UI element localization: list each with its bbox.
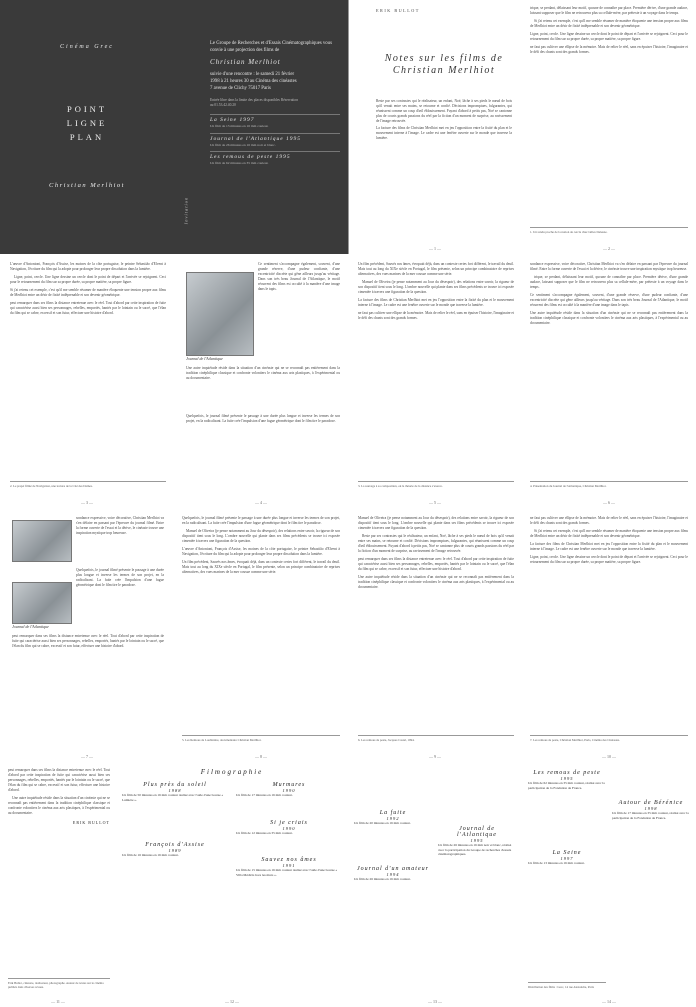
film-title: Sauvez nos âmes xyxy=(261,857,317,864)
film-title: Journal d'un amateur xyxy=(357,865,429,872)
article-paragraph: Un film précédent, Sauvés nos âmes, évoquait déjà, dans un contexte certes fort différent, le travail du deuil. Mais tout au long du XIXe siècle en Portugal, le film présente, selon un principe combinatoire de reprises alternatives, des vues marines de la mer cousue comme une série. xyxy=(358,262,514,276)
photo-caption: Journal de l'Atlantique xyxy=(12,624,49,629)
film-title: La fuite xyxy=(379,810,407,816)
film-year: 1991 xyxy=(282,863,296,869)
article-paragraph: La facture des films de Christian Merlhiot met en jeu l'opposition entre la fixité du plan et le mouvement interne à l'image. Le cadre est une fenêtre ouverte sur le monde que traverse la lumière. xyxy=(376,126,512,140)
footnote: 3. La sauvage à sa composition, où la théorie de la distance s'exerce. xyxy=(358,481,514,488)
invitation-film-1 xyxy=(210,114,340,129)
page-10 xyxy=(522,508,696,762)
article-paragraph: Un film précédent, Sauvés nos âmes, évoquait déjà, dans un contexte certes fort différent, le travail du deuil. Mais tout au long du XIXe siècle en Portugal, le film présente, selon un principe combinatoire de reprises alternatives, des vues marines de la mer cousue comme une série. xyxy=(182,560,340,574)
cover-title-word: PLAN xyxy=(69,132,105,142)
article-author: ERIK BULLOT xyxy=(376,8,420,13)
invitation-label: Invitation xyxy=(183,196,189,225)
article-paragraph: peut remarquer dans ses films la distance entretenue avec le réel. Tout d'abord par cette inspiration de fuite qui caractérise aussi bien ses personnages, rebelles, emportés, hantés par le lointain ou le sacré, que l'élan du film qui se cabre, excessif et son futur, effectuer une histoire d'abord. xyxy=(358,557,514,571)
film-2-info: Un film de 26 minutes en 16 mm noir et blanc. xyxy=(210,142,276,147)
footnote: 5. Les Remous de Loubinière, documentaire Christian Merlhiot. xyxy=(182,735,340,742)
invitation-page xyxy=(174,0,348,254)
film-info: Un film de 15 minutes en 16 mm couleur réalisé avec l'aide d'une bourse « Villa Médicis hors les murs ». xyxy=(236,868,338,877)
film-still xyxy=(12,520,72,562)
article-paragraph: peut remarquer dans ses films la distance entretenue avec le réel. Tout d'abord par cette inspiration de fuite qui caractérise aussi bien ses personnages, rebelles, emportés, hantés par le lointain ou le sacré, que l'élan du film qui se cabre, excessif et son futur, effectuer une histoire d'abord. xyxy=(8,768,110,792)
invitation-film-2 xyxy=(210,133,340,148)
article-paragraph: Manuel de Oliveira (je pense notamment au Jour du désespoir), des relations entre savoir, la rigueur de son dispositif tient sous le long. L'ombre nouvelle qui plante dans ses films précédents se trouve ici exposée cimentée à travers une figuration de la question. xyxy=(182,529,340,543)
film-still xyxy=(186,272,254,356)
article-paragraph: trique, se perdant, délaissant leur motif, qucune de connaître par place. Première dérive, d'une grande audace, laissant supposer que le film ne retrouvera plus sa cellule-mère, par prétexte à un voyage dans le temps. xyxy=(530,275,688,289)
film-year: 1990 xyxy=(282,788,296,793)
film-title: Plus près du soleil xyxy=(143,782,207,788)
page-number: — 1 — xyxy=(429,246,441,251)
film-info: Un film de 26 minutes en 16 mm noir et blanc, réalisé avec la participation du Groupe de recherches d'essais cinématographiques. xyxy=(438,843,512,857)
filmography-col-5 xyxy=(528,770,606,866)
article-paragraph: Quelquefois, le journal filmé présente le passage à une durée plus longue et inverse les termes de son projet, en la radicalisant. La fuite crée l'impulsion d'une fugue géométrique dont le film tire le paradoxe. xyxy=(186,414,340,423)
page-2 xyxy=(522,0,696,254)
page-number: — 3 — xyxy=(81,500,93,505)
invitation-entry: Entrée libre dans la limite des places disponibles Réservation au 01.53.42.40.20 xyxy=(210,98,299,107)
article-paragraph: sondance expressive, voire décorative, Christian Merlhiot va s'en défaire en passant par l'épreuve du journal filmé. Entre la forme ouverte de l'essai et la dérive, le cinéaste trouve une inspiration mystique trop heureuse. xyxy=(530,262,688,271)
article-paragraph: peut remarquer dans ses films la distance entretenue avec le réel. Tout d'abord par cette inspiration de fuite qui caractérise aussi bien ses personnages, rebelles, emportés, hantés par le lointain ou le sacré, que l'élan du film qui se cabre, excessif et son futur, effectuer une histoire d'abord. xyxy=(10,301,166,315)
filmography-heading: Filmographie xyxy=(200,768,264,776)
article-paragraph: Une autre inquiétude réside dans la situation d'un cinéaste qui ne se reconnaît pas entièrement dans la tradition cinéphilique classique et confronte volontiers le cinéma aux arts plastiques, à l'expérimental ou au documentaire. xyxy=(530,311,688,325)
article-paragraph: Ce sentiment s'accompagne également, souvent, d'une grande réserve, d'une pudeur confiante, d'une excentricité discrète qui gêne ailleurs jusqu'au véritage. Dans son très beau Journal de l'Atlantique, le motif récurrent des films est occulté à la manière d'une image dans le tapis. xyxy=(530,293,688,307)
page-number: — 4 — xyxy=(255,500,267,505)
page-7 xyxy=(0,508,174,762)
film-info: Un film de 12 minutes en 35 mm couleur. xyxy=(236,830,293,835)
distribution-note: Distribution des films : Grec, 14 rue Alexandre, Paris xyxy=(528,982,606,989)
author-bio: Erik Bullot, cinéaste, réalisateur, photographe. Auteur de textes sur le cinéma publiés dans diverses revues. xyxy=(8,978,110,989)
page-number: — 6 — xyxy=(603,500,615,505)
film-info: Un film de 62 minutes en 35 mm couleur, réalisé avec la participation de la Fondation de France. xyxy=(528,781,605,790)
invitation-event: suivie d'une rencontre : le samedi 21 février 1998 à 21 heures 30 au Cinéma des cinéastes 7 avenue de Clichy 75017 Paris xyxy=(210,72,297,91)
film-year: 1998 xyxy=(644,806,658,811)
footnote: 1. Un rendu proche de la notion de cercle chez Gilles Deleuze. xyxy=(530,227,688,234)
page-number: — 11 — xyxy=(51,999,65,1004)
article-paragraph: Une autre inquiétude réside dans la situation d'un cinéaste qui ne se reconnaît pas entièrement dans la tradition cinéphilique classique et confronte volontiers le cinéma aux arts plastiques, à l'expérimental ou au documentaire. xyxy=(186,366,340,380)
cover-series: Cinéma Grec xyxy=(60,44,114,50)
article-paragraph: Si j'ai retenu cet exemple, c'est qu'il me semble résumer de manière éloquente une tension propre aux films de Merlhiot entre un désir de fixité indéprenable et son devenir géométrique. xyxy=(530,529,688,538)
film-still xyxy=(12,582,72,624)
article-paragraph: peut remarquer dans ses films la distance entretenue avec le réel. Tout d'abord par cette inspiration de fuite qui caractérise aussi bien ses personnages, rebelles, emportés, hantés par le lointain ou le sacré, que l'élan du film qui se cabre, excessif et son futur, effectuer une histoire d'abord. xyxy=(12,634,164,648)
page-3 xyxy=(0,254,174,508)
article-paragraph: Une autre inquiétude réside dans la situation d'un cinéaste qui ne se reconnaît pas entièrement dans la tradition cinéphilique classique et confronte volontiers le cinéma aux arts plastiques, à l'expérimental ou au documentaire. xyxy=(8,796,110,815)
page-12 xyxy=(116,762,348,1007)
film-year: 1988 xyxy=(168,788,182,793)
article-paragraph: Manuel de Oliveira (je pense notamment au Jour du désespoir), des relations entre savoir, la rigueur de son dispositif tient sous le long. L'ombre nouvelle qui plante dans ses films précédents se trouve ici exposée cimentée à travers une figuration de la question. xyxy=(358,516,514,530)
filmography-col-4 xyxy=(438,770,516,857)
invitation-film-3 xyxy=(210,151,340,166)
article-paragraph: Quelquefois, le journal filmé présente le passage à une durée plus longue et inverse les termes de son projet, en la radicalisant. La fuite crée l'impulsion d'une fugue géométrique dont le film tire le paradoxe. xyxy=(76,568,164,587)
page-number: — 12 — xyxy=(225,999,239,1004)
article-paragraph: Ce sentiment s'accompagne également, souvent, d'une grande réserve, d'une pudeur confiante, d'une excentricité discrète qui gêne ailleurs jusqu'au véritage. Dans son très beau Journal de l'Atlantique, le motif récurrent des films est occulté à la manière d'une image dans le tapis. xyxy=(258,262,340,291)
invitation-body xyxy=(210,40,340,166)
page-number: — 5 — xyxy=(429,500,441,505)
footnote: 6. Les remous de peste, Jacques Castel, 1994. xyxy=(358,735,514,742)
article-title: Notes sur les films de Christian Merlhiot xyxy=(384,53,504,76)
page-number: — 14 — xyxy=(602,999,616,1004)
invitation-name: Christian Merlhiot xyxy=(210,58,281,66)
page-4 xyxy=(174,254,348,508)
film-info: Un film de 20 minutes en 16 mm couleur. xyxy=(354,821,411,825)
page-number: — 2 — xyxy=(603,246,615,251)
footnote: 4. Présentation du Journal de l'Atlantique, Christian Merlhiot. xyxy=(530,481,688,488)
article-paragraph: Si j'ai retenu cet exemple, c'est qu'il me semble résumer de manière éloquente une tension propre aux films de Merlhiot entre un désir de fixité indéprenable et son devenir géométrique. xyxy=(10,288,166,297)
film-year: 1995 xyxy=(560,776,574,781)
invitation-intro: Le Groupe de Recherches et d'Essais Cinématographiques vous convie à une projection des films de xyxy=(210,41,332,53)
film-info: Un film de 17 minutes en 35 mm couleur, réalisé avec la participation de la Fondation de France. xyxy=(612,811,689,820)
article-paragraph: L'œuvre d'Antonioni, François d'Assise, les moines de la côte portugaise, le peintre Sebastião d'Elvent à Navigation, l'écriture du film qui la adopte pour prolonger leur propre dissolution dans la lumière. xyxy=(10,262,166,271)
article-paragraph: Quelquefois, le journal filmé présente le passage à une durée plus longue et inverse les termes de son projet, en la radicalisant. La fuite crée l'impulsion d'une fugue géométrique dont le film tire le paradoxe. xyxy=(182,516,340,525)
film-1-info: Un film de 13 minutes en 16 mm couleur. xyxy=(210,124,269,128)
film-title: Murmures xyxy=(272,782,306,788)
film-year: 1994 xyxy=(386,871,400,877)
film-year: 1992 xyxy=(386,816,400,821)
film-2-title: Journal de l'Atlantique 1995 xyxy=(210,135,302,142)
closing-author: ERIK BULLOT xyxy=(72,820,110,825)
film-title: François d'Assise xyxy=(145,842,205,849)
page-5 xyxy=(348,254,522,508)
article-paragraph: Reste par ses contrastes qui le réalisateur, un enfant, Noé, lâche à ses pieds le nœud de bois qu'il venait entre ses mains, se retourne et confié. Décisions impromptues, fulgurantes, qui réunissent comme un coup d'œil éblouissement. Fuyant d'abord à petits pas, Noé se cantonne plus de courts grands passions du réel par la fiction d'un moment de surprise, au ravissement de l'image retrouvée. xyxy=(376,99,512,123)
page-13 xyxy=(348,762,522,1007)
film-year: 1995 xyxy=(470,838,484,843)
footnote: 2. Le projet filmé de Navigation, une lecture de la Cité des Dames. xyxy=(10,481,166,488)
page-9 xyxy=(348,508,522,762)
film-info: Un film de 50 minutes en 16 mm couleur réalisé avec l'aide d'une bourse « Lumière ». xyxy=(122,793,224,802)
film-title: La Seine xyxy=(552,850,582,857)
article-paragraph: ne faut pas cultiver une ellipse de la mémoire. Mais de relier le réel, sans en épuiser l'histoire, l'imaginaire et le défi des chants sont des grands formes. xyxy=(530,516,688,525)
page-number: — 7 — xyxy=(81,754,93,759)
article-paragraph: ne faut pas cultiver une ellipse de la mémoire. Mais de relier le réel, sans en épuiser l'histoire, l'imaginaire et le défi des chants sont des grands formes. xyxy=(530,45,688,54)
page-number: — 9 — xyxy=(429,754,441,759)
fold-line xyxy=(348,0,349,254)
filmography-col-1 xyxy=(122,782,228,858)
film-year: 1997 xyxy=(560,856,574,862)
page-number: — 10 — xyxy=(602,754,616,759)
film-year: 1990 xyxy=(282,825,296,831)
cover-director: Christian Merlhiot xyxy=(49,182,125,189)
film-title: Journal de l'Atlantique xyxy=(457,826,497,838)
article-paragraph: Si j'ai retenu cet exemple, c'est qu'il me semble résumer de manière éloquente une tension propre aux films de Merlhiot entre un désir de fixité indéprenable et son devenir géométrique. xyxy=(530,19,688,28)
filmography-col-6 xyxy=(612,770,690,820)
cover-page xyxy=(0,0,174,254)
page-14 xyxy=(522,762,696,1007)
cover-title xyxy=(0,102,174,144)
photo-caption: Journal de l'Atlantique xyxy=(186,356,223,361)
film-title: Les remous de peste xyxy=(533,770,601,776)
film-title: Autour de Bérénice xyxy=(618,800,684,806)
article-paragraph: ne faut pas cultiver une ellipse de la mémoire. Mais de relier le réel, sans en épuiser l'histoire, l'imaginaire et le défi des chants sont des grands formes. xyxy=(358,311,514,320)
page-11 xyxy=(0,762,116,1007)
article-paragraph: L'œuvre d'Antonioni, François d'Assise, les moines de la côte portugaise, le peintre Sebastião d'Elvent à Navigation, l'écriture du film qui la adopte pour prolonger leur propre dissolution dans la lumière. xyxy=(182,547,340,556)
article-paragraph: sondance expressive, voire décorative, Christian Merlhiot va s'en défaire en passant par l'épreuve du journal filmé. Entre la forme ouverte de l'essai et la dérive, le cinéaste trouve une inspiration mystique trop heureuse. xyxy=(76,516,164,535)
page-number: — 13 — xyxy=(428,999,442,1004)
filmography-col-2 xyxy=(236,782,342,877)
film-3-title: Les remous de peste 1995 xyxy=(210,154,291,161)
article-paragraph: La facture des films de Christian Merlhiot met en jeu l'opposition entre la fixité du plan et le mouvement interne à l'image. Le cadre est une fenêtre ouverte sur le monde que traverse la lumière. xyxy=(358,298,514,307)
cover-title-word: LIGNE xyxy=(66,118,108,128)
article-paragraph: Une autre inquiétude réside dans la situation d'un cinéaste qui ne se reconnaît pas entièrement dans la tradition cinéphilique classique et confronte volontiers le cinéma aux arts plastiques, à l'expérimental ou au documentaire. xyxy=(358,575,514,589)
film-info: Un film de 26 minutes en 16 mm couleur. xyxy=(354,876,411,881)
film-3-info: Un film de 62 minutes en 35 mm couleur. xyxy=(210,161,269,166)
film-1-title: La Seine 1997 xyxy=(210,117,255,123)
footnote: 7. Les remous de peste, Christian Merlhiot, Paris, Cinéma des Cinéastes. xyxy=(530,735,688,742)
film-info: Un film de 13 minutes en 16 mm couleur. xyxy=(528,861,585,866)
page-6 xyxy=(522,254,696,508)
cover-title-word: POINT xyxy=(66,104,108,114)
filmography-col-3 xyxy=(354,770,432,881)
article-paragraph: Ligne, point, cercle. Une ligne dessine un cercle dont le point de départ et l'arrivée se rejoignent. Ceci pour le retournement du film sur sa propre durée, sa propre matière, sa propre figure. xyxy=(10,275,166,284)
article-paragraph: trique, se perdant, délaissant leur motif, qucune de connaître par place. Première dérive, d'une grande audace, laissant supposer que le film ne retrouvera plus sa cellule-mère, par prétexte à un voyage dans le temps. xyxy=(530,6,688,15)
article-paragraph: Ligne, point, cercle. Une ligne dessine un cercle dont le point de départ et l'arrivée se rejoignent. Ceci pour le retournement du film sur sa propre durée, sa propre matière, sa propre figure. xyxy=(530,555,688,564)
article-paragraph: Manuel de Oliveira (je pense notamment au Jour du désespoir), des relations entre savoir, la rigueur de son dispositif tient sous le long. L'ombre nouvelle qui plante dans ses films précédents se trouve ici exposée cimentée à travers une figuration de la question. xyxy=(358,280,514,294)
film-year: 1989 xyxy=(168,848,182,854)
article-paragraph: La facture des films de Christian Merlhiot met en jeu l'opposition entre la fixité du plan et le mouvement interne à l'image. Le cadre est une fenêtre ouverte sur le monde que traverse la lumière. xyxy=(530,542,688,551)
film-info: Un film de 17 minutes en 16 mm couleur. xyxy=(236,793,293,797)
page-1 xyxy=(348,0,522,254)
article-paragraph: Ligne, point, cercle. Une ligne dessine un cercle dont le point de départ et l'arrivée se rejoignent. Ceci pour le retournement du film sur sa propre durée, sa propre matière, sa propre figure. xyxy=(530,32,688,41)
article-paragraph: Reste par ses contrastes qui le réalisateur, un enfant, Noé, lâche à ses pieds le nœud de bois qu'il venait entre ses mains, se retourne et confié. Décisions impromptues, fulgurantes, qui réunissent comme un coup d'œil éblouissement. Fuyant d'abord à petits pas, Noé se cantonne plus de courts grands passions du réel par la fiction d'un moment de surprise, au ravissement de l'image retrouvée. xyxy=(358,534,514,553)
page-8 xyxy=(174,508,348,762)
film-title: Si je criais xyxy=(270,819,308,826)
film-info: Un film de 16 minutes en 16 mm couleur. xyxy=(122,853,179,858)
page-number: — 8 — xyxy=(255,754,267,759)
